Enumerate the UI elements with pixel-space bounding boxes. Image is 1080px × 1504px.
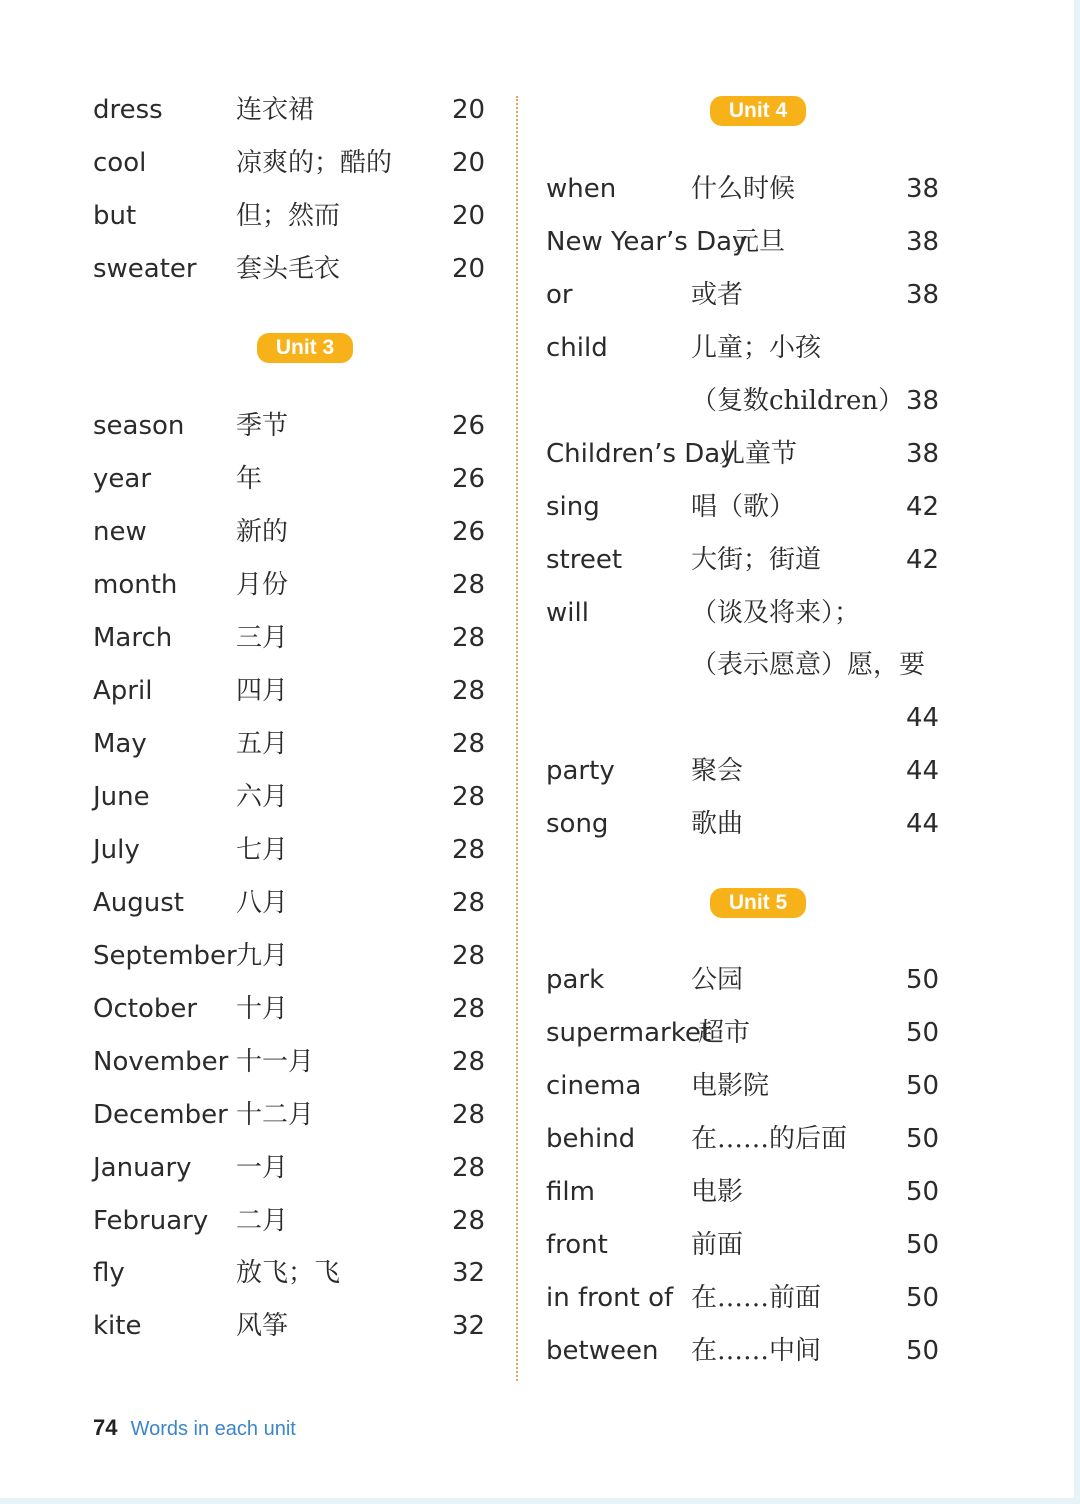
- english-word: film: [546, 1177, 595, 1207]
- page-ref: 28: [452, 994, 486, 1024]
- vocab-entry: [93, 777, 493, 817]
- english-word: month: [93, 570, 178, 600]
- page-ref: 38: [906, 227, 940, 257]
- page-ref: 26: [452, 517, 486, 547]
- chinese-meaning: 九月: [236, 941, 289, 971]
- page-ref: 20: [452, 254, 486, 284]
- chinese-meaning: 十一月: [236, 1047, 315, 1077]
- english-word: February: [93, 1206, 209, 1236]
- english-word: June: [93, 782, 150, 812]
- page-edge: [1074, 0, 1080, 1504]
- page-ref: 28: [452, 1206, 486, 1236]
- english-word: child: [546, 333, 608, 363]
- page-ref: 50: [906, 1124, 940, 1154]
- english-word: November: [93, 1047, 229, 1077]
- english-word: behind: [546, 1124, 636, 1154]
- unit-5-badge: Unit 5: [710, 888, 806, 918]
- vocab-entry: [546, 1278, 956, 1318]
- english-word: July: [93, 835, 140, 865]
- english-word: October: [93, 994, 198, 1024]
- page-ref: 50: [906, 1177, 940, 1207]
- footer-title: Words in each unit: [130, 1418, 296, 1440]
- vocab-entry-continued: [546, 381, 956, 421]
- vocab-entry: [546, 434, 956, 474]
- vocab-entry-continued: [546, 645, 956, 685]
- vocab-entry: [93, 512, 493, 552]
- page-ref: 20: [452, 148, 486, 178]
- english-word: new: [93, 517, 147, 547]
- vocab-entry: [93, 1148, 493, 1188]
- page-ref: 38: [906, 280, 940, 310]
- english-word: kite: [93, 1311, 142, 1341]
- page-ref: 28: [452, 676, 486, 706]
- page-footer: [93, 1411, 296, 1445]
- chinese-meaning: 歌曲: [691, 809, 744, 839]
- english-word: when: [546, 174, 617, 204]
- page-ref: 28: [452, 1047, 486, 1077]
- chinese-meaning: （复数children）: [691, 386, 905, 416]
- chinese-meaning: 一月: [236, 1153, 289, 1183]
- page-ref: 50: [906, 1230, 940, 1260]
- vocab-entry: [546, 960, 956, 1000]
- vocab-entry: [546, 1066, 956, 1106]
- chinese-meaning: 十二月: [236, 1100, 315, 1130]
- chinese-meaning: 风筝: [236, 1311, 289, 1341]
- page-ref: 28: [452, 570, 486, 600]
- page-ref: 50: [906, 1283, 940, 1313]
- chinese-meaning: 聚会: [691, 756, 744, 786]
- vocab-entry: [93, 406, 493, 446]
- vocab-entry: [93, 459, 493, 499]
- vocab-entry: [93, 565, 493, 605]
- unit-3-badge: Unit 3: [257, 333, 353, 363]
- chinese-meaning: 唱（歌）: [691, 492, 796, 522]
- chinese-meaning: 什么时候: [691, 174, 796, 204]
- page-ref: 42: [906, 545, 940, 575]
- unit-4-badge: Unit 4: [710, 96, 806, 126]
- english-word: dress: [93, 95, 163, 125]
- chinese-meaning: 新的: [236, 517, 289, 547]
- chinese-meaning: 前面: [691, 1230, 744, 1260]
- english-word: song: [546, 809, 609, 839]
- vocab-entry: [546, 1225, 956, 1265]
- chinese-meaning: 元旦: [733, 227, 786, 257]
- vocab-entry: [546, 593, 956, 633]
- english-word: supermarket: [546, 1018, 712, 1048]
- chinese-meaning: 在……中间: [691, 1336, 822, 1366]
- chinese-meaning: 超市: [698, 1018, 751, 1048]
- vocab-entry: [93, 1306, 493, 1346]
- vocab-entry: [546, 1013, 956, 1053]
- chinese-meaning: 凉爽的；酷的: [236, 148, 393, 178]
- vocab-entry: [93, 618, 493, 658]
- chinese-meaning: 电影院: [691, 1071, 770, 1101]
- page-ref: 28: [452, 941, 486, 971]
- vocab-entry: [546, 222, 956, 262]
- vocab-entry: [546, 275, 956, 315]
- page-ref: 28: [452, 835, 486, 865]
- vocab-entry: [93, 196, 493, 236]
- english-word: August: [93, 888, 184, 918]
- page-ref: 50: [906, 965, 940, 995]
- vocab-entry: [93, 724, 493, 764]
- chinese-meaning: 四月: [236, 676, 289, 706]
- english-word: May: [93, 729, 147, 759]
- vocab-entry: [93, 883, 493, 923]
- english-word: fly: [93, 1258, 125, 1288]
- vocab-entry: [93, 830, 493, 870]
- chinese-meaning: 七月: [236, 835, 289, 865]
- english-word: street: [546, 545, 623, 575]
- page-ref: 38: [906, 174, 940, 204]
- page-ref: 44: [906, 703, 940, 733]
- page-ref: 28: [452, 1100, 486, 1130]
- vocab-entry: [546, 487, 956, 527]
- page-ref: 50: [906, 1336, 940, 1366]
- chinese-meaning: 但；然而: [236, 201, 341, 231]
- chinese-meaning: 月份: [236, 570, 289, 600]
- vocab-entry: [546, 540, 956, 580]
- chinese-meaning: （谈及将来）；: [691, 598, 861, 628]
- page-ref: 28: [452, 623, 486, 653]
- english-word: January: [93, 1153, 192, 1183]
- page-edge: [0, 1498, 1080, 1504]
- chinese-meaning: 公园: [691, 965, 744, 995]
- chinese-meaning: 五月: [236, 729, 289, 759]
- chinese-meaning: 在……前面: [691, 1283, 822, 1313]
- page-ref: 38: [906, 386, 940, 416]
- english-word: will: [546, 598, 589, 628]
- page-ref: 26: [452, 411, 486, 441]
- vocab-entry: [546, 804, 956, 844]
- page-ref: 26: [452, 464, 486, 494]
- chinese-meaning: 儿童节: [719, 439, 798, 469]
- chinese-meaning: 三月: [236, 623, 289, 653]
- vocab-entry: [93, 143, 493, 183]
- english-word: season: [93, 411, 185, 441]
- page-number: 74: [93, 1415, 118, 1440]
- english-word: between: [546, 1336, 659, 1366]
- english-word: sing: [546, 492, 600, 522]
- chinese-meaning: 儿童；小孩: [691, 333, 822, 363]
- english-word: April: [93, 676, 153, 706]
- vocab-entry: [93, 989, 493, 1029]
- page-ref: 44: [906, 756, 940, 786]
- english-word: park: [546, 965, 605, 995]
- page-ref: 50: [906, 1071, 940, 1101]
- vocab-entry: [546, 1172, 956, 1212]
- chinese-meaning: 季节: [236, 411, 289, 441]
- english-word: year: [93, 464, 152, 494]
- vocab-entry: [546, 751, 956, 791]
- chinese-meaning: 大街；街道: [691, 545, 822, 575]
- page-ref: 44: [906, 809, 940, 839]
- chinese-meaning: 十月: [236, 994, 289, 1024]
- english-word: Children’s Day: [546, 439, 736, 469]
- vocab-entry: [546, 169, 956, 209]
- page-ref: 20: [452, 95, 486, 125]
- english-word: cool: [93, 148, 147, 178]
- vocab-entry: [93, 936, 493, 976]
- chinese-meaning: 或者: [691, 280, 744, 310]
- column-divider: [516, 96, 518, 1381]
- chinese-meaning: 年: [236, 464, 263, 494]
- english-word: in front of: [546, 1283, 674, 1313]
- page-ref: 32: [452, 1258, 486, 1288]
- vocab-entry: [93, 249, 493, 289]
- vocab-entry: [93, 1042, 493, 1082]
- chinese-meaning: 连衣裙: [236, 95, 315, 125]
- chinese-meaning: 电影: [691, 1177, 744, 1207]
- english-word: December: [93, 1100, 228, 1130]
- page-ref: 28: [452, 1153, 486, 1183]
- english-word: cinema: [546, 1071, 642, 1101]
- vocab-entry: [93, 90, 493, 130]
- english-word: party: [546, 756, 615, 786]
- vocab-entry: [93, 1095, 493, 1135]
- chinese-meaning: 六月: [236, 782, 289, 812]
- vocab-entry: [93, 671, 493, 711]
- page-ref: 28: [452, 729, 486, 759]
- page-ref: 42: [906, 492, 940, 522]
- english-word: March: [93, 623, 173, 653]
- vocab-entry: [93, 1201, 493, 1241]
- page-ref: 28: [452, 888, 486, 918]
- english-word: but: [93, 201, 137, 231]
- chinese-meaning: 套头毛衣: [236, 254, 341, 284]
- english-word: New Year’s Day: [546, 227, 748, 257]
- chinese-meaning: 八月: [236, 888, 289, 918]
- vocab-entry: [546, 1119, 956, 1159]
- chinese-meaning: 二月: [236, 1206, 289, 1236]
- vocab-entry-continued: [546, 698, 956, 738]
- chinese-meaning: 放飞；飞: [236, 1258, 341, 1288]
- english-word: front: [546, 1230, 608, 1260]
- page-ref: 38: [906, 439, 940, 469]
- english-word: or: [546, 280, 573, 310]
- vocab-entry: [546, 328, 956, 368]
- page-ref: 28: [452, 782, 486, 812]
- chinese-meaning: （表示愿意）愿，要: [691, 650, 926, 680]
- page-ref: 20: [452, 201, 486, 231]
- page-ref: 50: [906, 1018, 940, 1048]
- page-ref: 32: [452, 1311, 486, 1341]
- vocab-entry: [546, 1331, 956, 1371]
- chinese-meaning: 在……的后面: [691, 1124, 848, 1154]
- english-word: September: [93, 941, 237, 971]
- vocab-entry: [93, 1253, 493, 1293]
- english-word: sweater: [93, 254, 197, 284]
